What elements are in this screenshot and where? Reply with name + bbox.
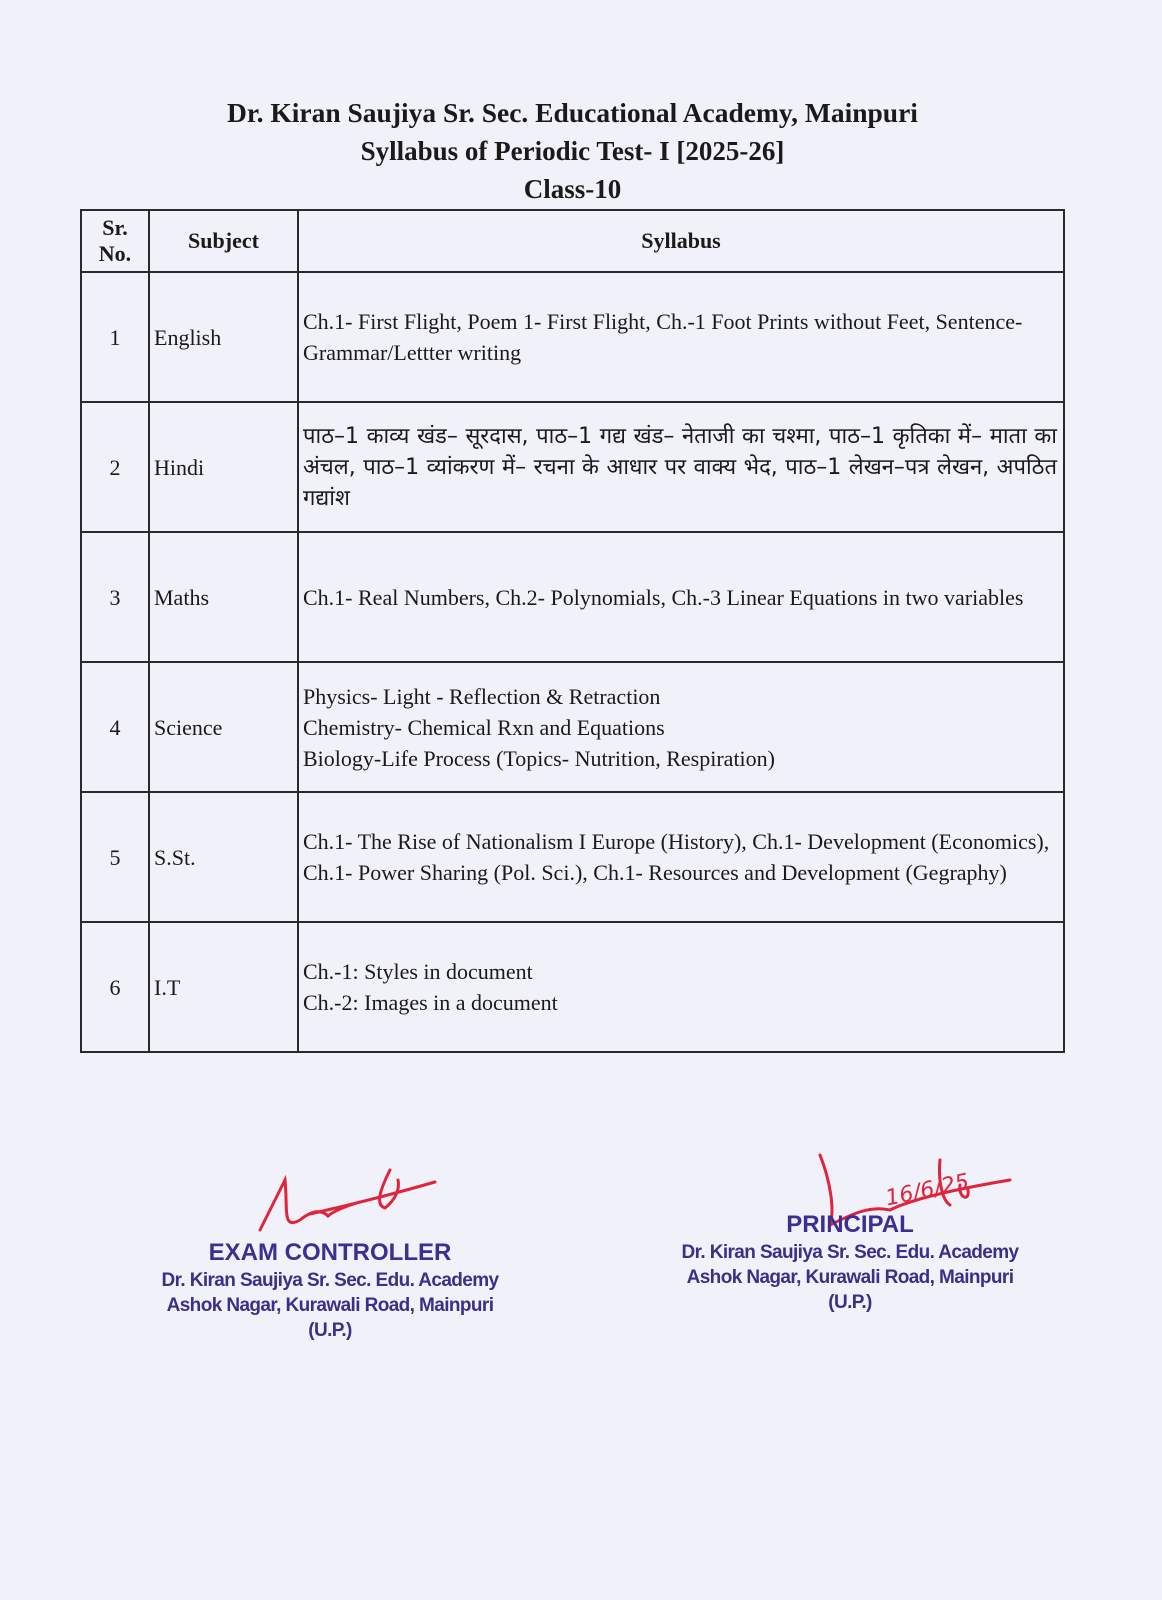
row-syllabus [298, 922, 1064, 1052]
row-subject: Hindi [149, 402, 298, 532]
principal-signature-block [680, 1150, 1020, 1330]
table-row [81, 922, 1064, 1052]
syllabus-line: Physics- Light - Reflection & Retraction [303, 683, 661, 709]
exam-controller-signature-block [150, 1150, 510, 1340]
class-title: Class-10 [523, 174, 622, 204]
exam-title: Syllabus of Periodic Test- I [2025-26] [360, 136, 785, 166]
sr-no-line2: No. [98, 241, 132, 266]
handwritten-date: 16/6/25 [883, 1169, 972, 1212]
syllabus-line: Biology-Life Process (Topics- Nutrition, Respiration) [303, 745, 775, 771]
row-subject: English [149, 272, 298, 402]
syllabus-line: Ch.1- First Flight, Poem 1- First Flight, Ch.-1 Foot Prints without Feet, Sentence- Grammar/Lettter writing [303, 309, 1023, 365]
syllabus-line: Ch.-1: Styles in document [303, 959, 533, 984]
exam-controller-role: EXAM CONTROLLER [208, 1239, 452, 1266]
exam-controller-org-line2: Ashok Nagar, Kurawali Road, Mainpuri (U.P.) [166, 1295, 494, 1341]
column-header-sr-no [81, 210, 149, 272]
table-row [81, 792, 1064, 922]
row-sr-no: 3 [81, 532, 149, 662]
syllabus-line: Chemistry- Chemical Rxn and Equations [303, 714, 665, 740]
column-header-subject: Subject [149, 210, 298, 272]
row-subject: I.T [149, 922, 298, 1052]
table-row [81, 402, 1064, 532]
row-syllabus [298, 272, 1064, 402]
row-syllabus [298, 792, 1064, 922]
row-sr-no: 1 [81, 272, 149, 402]
row-syllabus [298, 662, 1064, 792]
table-header-row [81, 210, 1064, 272]
syllabus-line: Ch.1- Real Numbers, Ch.2- Polynomials, Ch.-3 Linear Equations in two variables [303, 584, 1024, 610]
row-subject: S.St. [149, 792, 298, 922]
syllabus-line: Ch.-2: Images in a document [303, 990, 558, 1015]
table-row [81, 532, 1064, 662]
syllabus-line: पाठ–1 काव्य खंड– सूरदास, पाठ–1 गद्य खंड– नेताजी का चश्मा, पाठ–1 कृतिका में– माता का अंचल, पाठ–1 व्यांकरण में– रचना के आधार पर वाक्य भेद, पाठ–1 लेखन–पत्र लेखन, अपठित गद्यांश [303, 423, 1057, 511]
handwritten-signature-icon [240, 1150, 440, 1250]
row-sr-no: 4 [81, 662, 149, 792]
table-row [81, 272, 1064, 402]
row-syllabus [298, 402, 1064, 532]
sr-no-line1: Sr. [102, 215, 128, 240]
row-syllabus [298, 532, 1064, 662]
principal-org-line2: Ashok Nagar, Kurawali Road, Mainpuri (U.P.) [686, 1267, 1014, 1313]
exam-controller-org-line1: Dr. Kiran Saujiya Sr. Sec. Edu. Academy [161, 1270, 499, 1291]
syllabus-line: Ch.1- The Rise of Nationalism I Europe (History), Ch.1- Development (Economics), Ch.1- Power Sharing (Pol. Sci.), Ch.1- Resources and Development (Gegraphy) [303, 829, 1050, 885]
row-subject: Maths [149, 532, 298, 662]
principal-org-line1: Dr. Kiran Saujiya Sr. Sec. Edu. Academy [681, 1242, 1019, 1263]
document-header [0, 94, 1145, 208]
principal-role: PRINCIPAL [786, 1211, 914, 1238]
column-header-syllabus: Syllabus [298, 210, 1064, 272]
row-sr-no: 2 [81, 402, 149, 532]
row-sr-no: 6 [81, 922, 149, 1052]
row-subject: Science [149, 662, 298, 792]
row-sr-no: 5 [81, 792, 149, 922]
table-row [81, 662, 1064, 792]
school-name: Dr. Kiran Saujiya Sr. Sec. Educational Academy, Mainpuri [227, 97, 918, 128]
syllabus-table [80, 209, 1065, 1053]
